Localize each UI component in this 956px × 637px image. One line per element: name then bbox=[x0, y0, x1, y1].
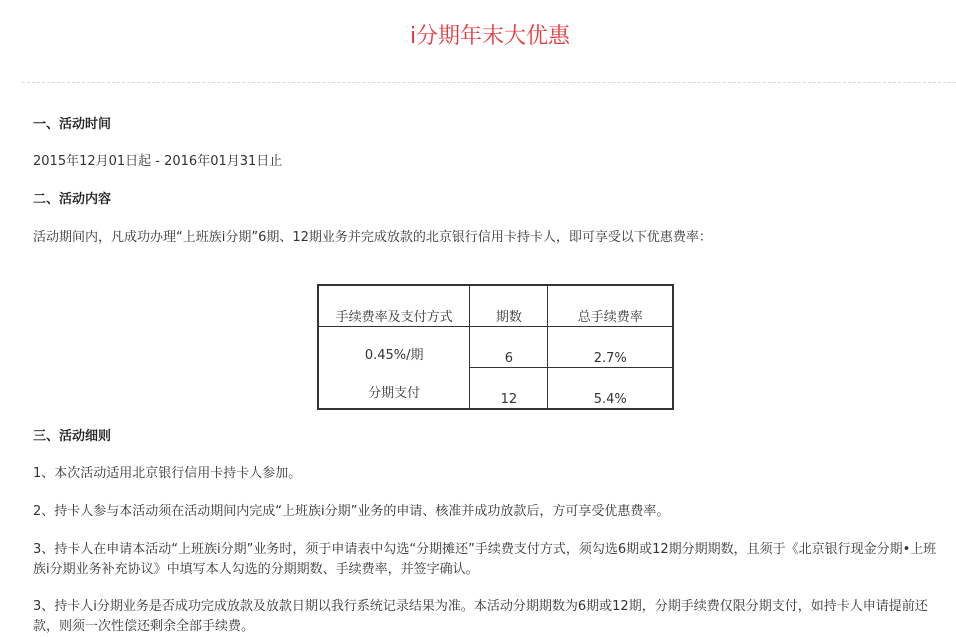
header-periods: 期数 bbox=[470, 285, 548, 327]
table-row bbox=[318, 327, 673, 368]
rate-table bbox=[317, 284, 674, 410]
section-heading-time: 一、活动时间 bbox=[33, 117, 112, 132]
rule-item: 2、持卡人参与本活动须在活动期间内完成“上班族i分期”业务的申请、核准并成功放款后，方可享受优惠费率。 bbox=[33, 504, 670, 519]
section-heading-rules: 三、活动细则 bbox=[33, 429, 112, 444]
payment-method: 分期支付 bbox=[368, 386, 421, 401]
total-rate-cell: 2.7% bbox=[548, 327, 673, 368]
rule-item: 3、持卡人i分期业务是否成功完成放款及放款日期以我行系统记录结果为准。本活动分期期数为6期或12期，分期手续费仅限分期支付，如持卡人申请提前还款，则须一次性偿还剩余全部手续费。 bbox=[33, 599, 928, 634]
rate-per-period: 0.45%/期 bbox=[364, 348, 424, 363]
periods-cell: 6 bbox=[470, 327, 548, 368]
rule-item: 1、本次活动适用北京银行信用卡持卡人参加。 bbox=[33, 466, 302, 481]
page-title: i分期年末大优惠 bbox=[409, 24, 571, 49]
title-divider bbox=[22, 82, 956, 83]
header-total-rate: 总手续费率 bbox=[548, 285, 673, 327]
periods-cell: 12 bbox=[470, 368, 548, 410]
activity-content-text: 活动期间内，凡成功办理“上班族i分期”6期、12期业务并完成放款的北京银行信用卡持卡人，即可享受以下优惠费率： bbox=[33, 230, 712, 245]
rate-table-header-row bbox=[318, 285, 673, 327]
fee-method-cell bbox=[318, 327, 470, 410]
header-fee-method: 手续费率及支付方式 bbox=[318, 285, 470, 327]
section-heading-content: 二、活动内容 bbox=[33, 192, 112, 207]
total-rate-cell: 5.4% bbox=[548, 368, 673, 410]
activity-time-text: 2015年12月01日起 - 2016年01月31日止 bbox=[33, 154, 283, 169]
rule-item: 3、持卡人在申请本活动“上班族i分期”业务时，须于申请表中勾选“分期摊还”手续费支付方式，须勾选6期或12期分期期数，且须于《北京银行现金分期•上班族i分期业务补充协议》中填写本人勾选的分期期数、手续费率，并签字确认。 bbox=[33, 542, 937, 577]
